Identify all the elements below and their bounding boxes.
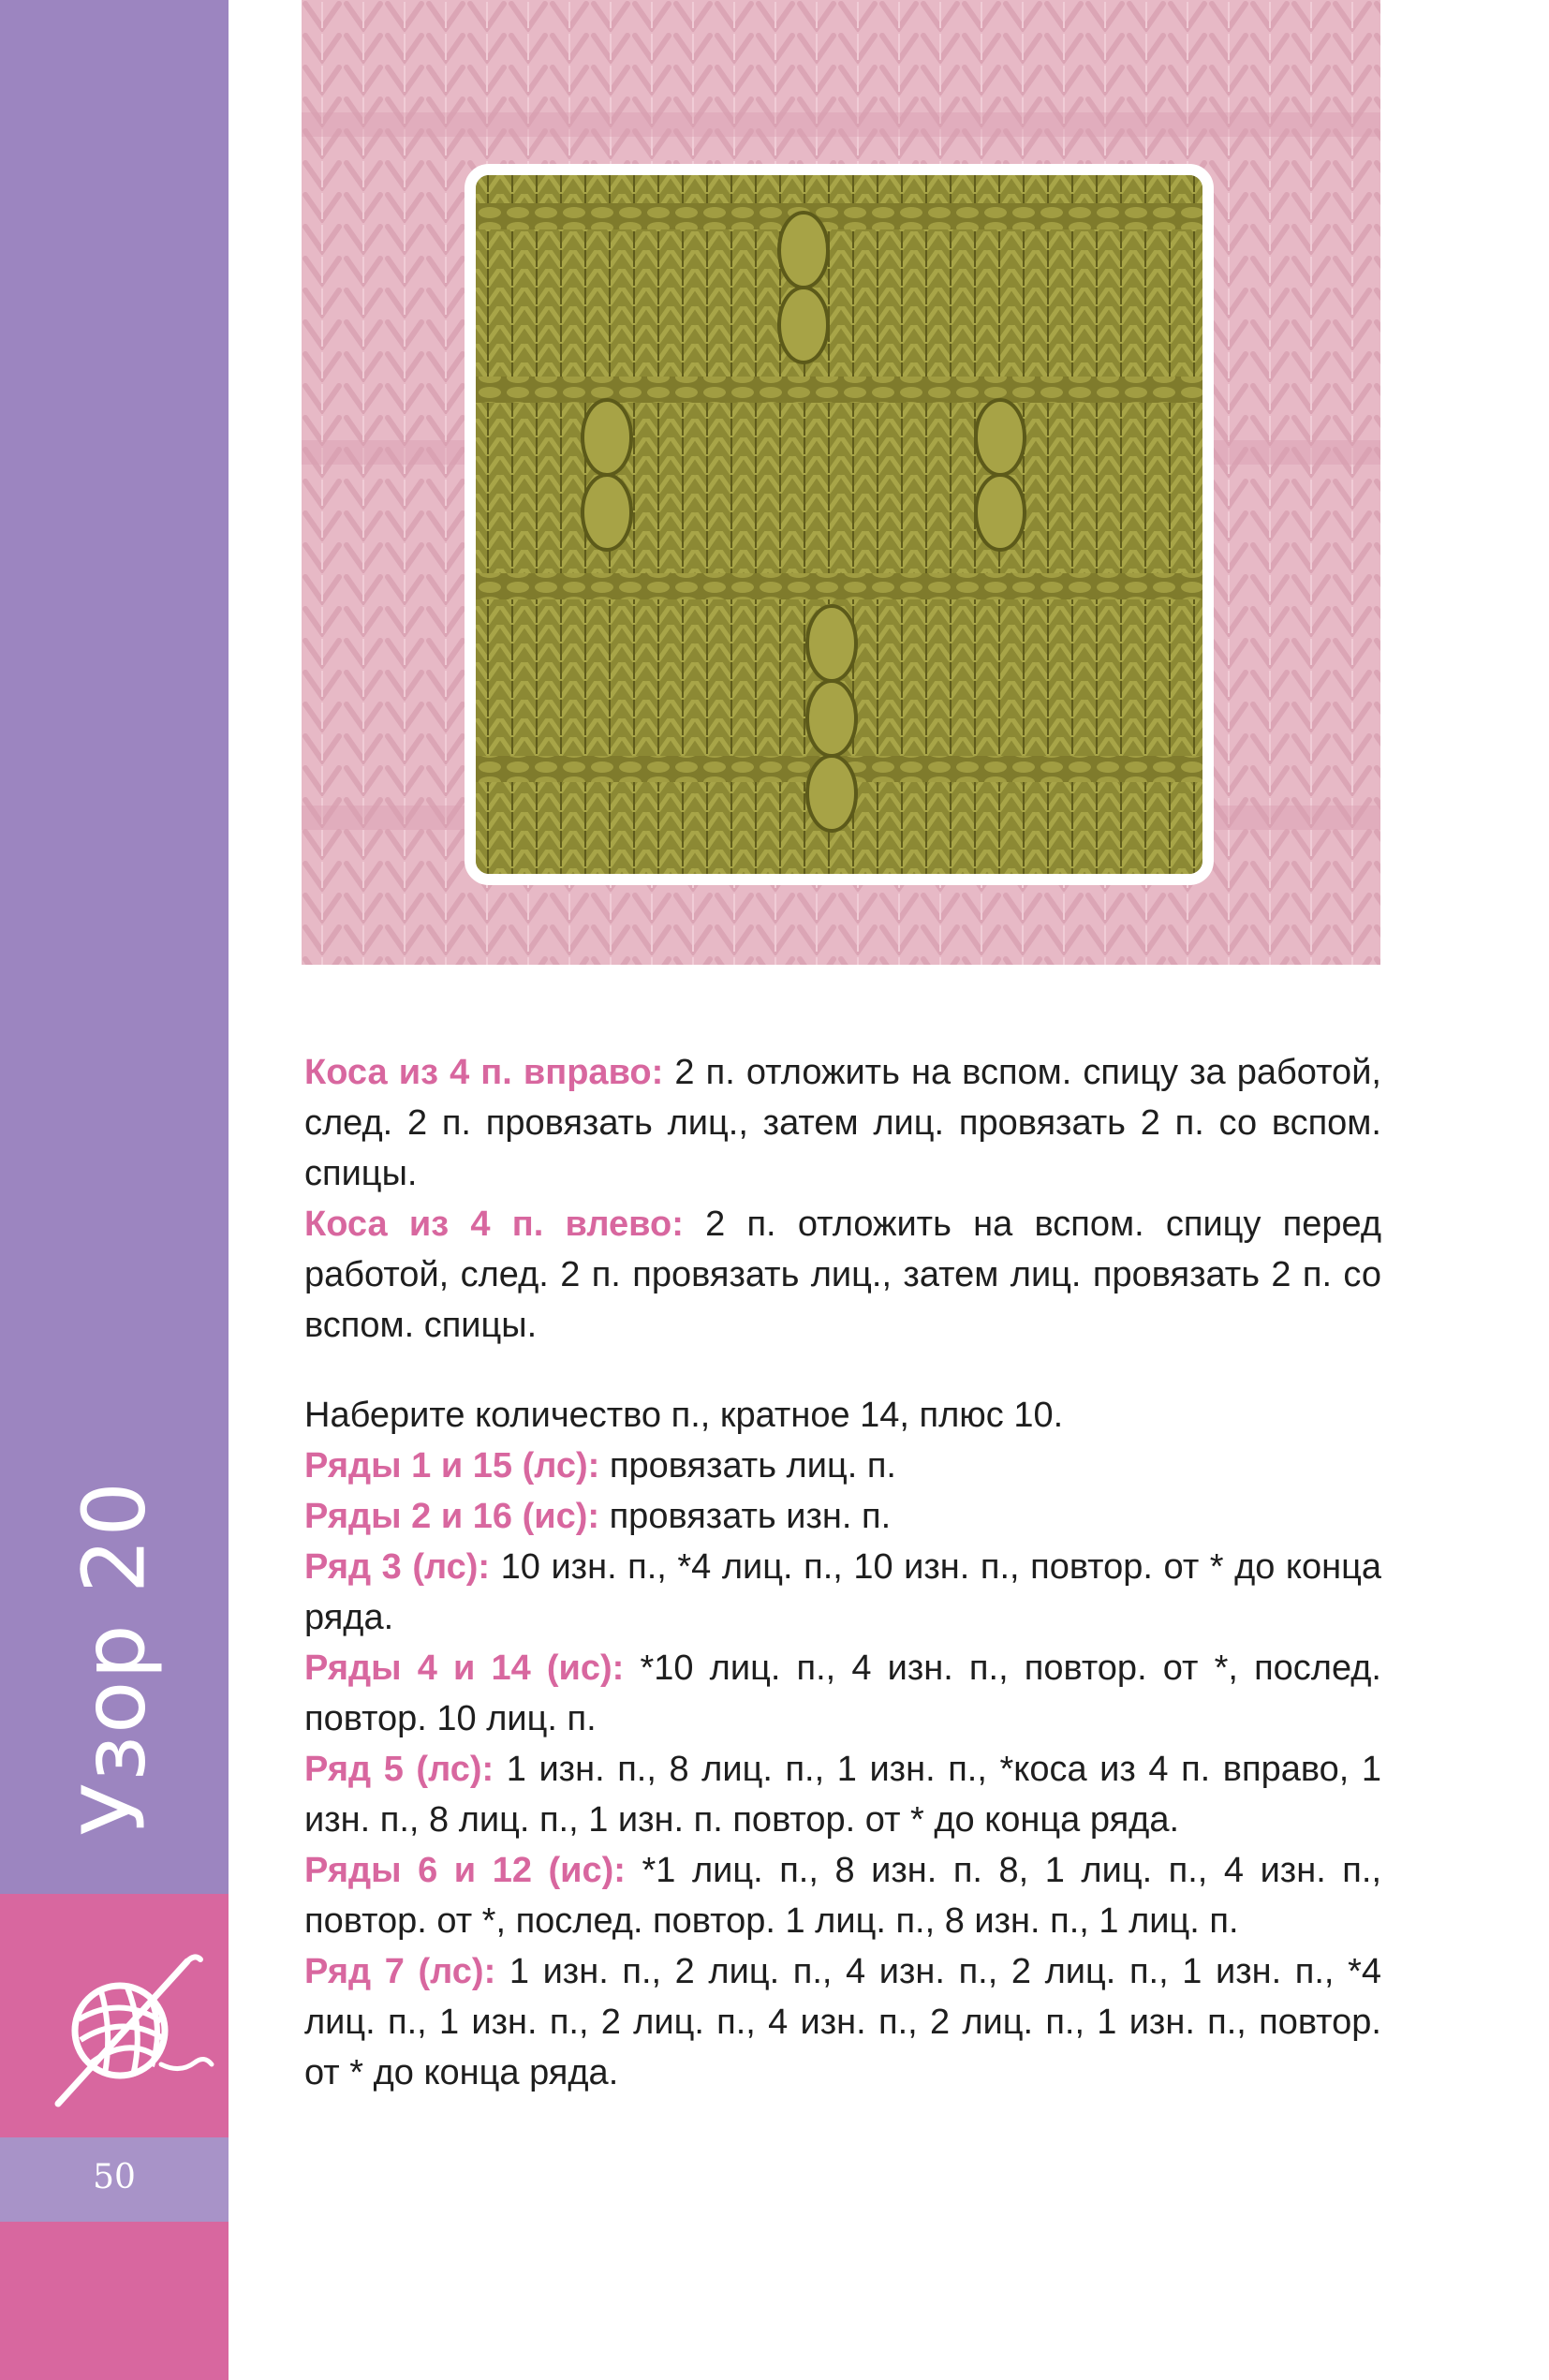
row-instruction [304, 1441, 1381, 1491]
row-label: Ряд 5 (лс): [304, 1750, 494, 1789]
row-instruction [304, 1491, 1381, 1542]
row-instruction [304, 1643, 1381, 1744]
page-number: 50 [93, 2158, 136, 2196]
pattern-title: Узор 20 [64, 1480, 165, 1836]
yarn-ball-crochet-hook-icon [47, 1939, 215, 2107]
cast-on-instruction: Наберите количество п., кратное 14, плюс 10. [304, 1396, 1064, 1435]
row-text: *1 лиц. п., 8 изн. п. 8, 1 лиц. п., 4 изн. п., повтор. от *, послед. повтор. 1 лиц. п., 8 изн. п., 1 лиц. п. [304, 1851, 1381, 1941]
definition-label: Коса из 4 п. вправо: [304, 1053, 664, 1092]
definition-left-cable [304, 1199, 1381, 1351]
definition-text: 2 п. отложить на вспом. спицу за работой, след. 2 п. провязать лиц., затем лиц. провязать 2 п. со вспом. спицы. [304, 1053, 1381, 1193]
sidebar [0, 0, 229, 2380]
green-cable-swatch [465, 164, 1214, 885]
row-text: 10 изн. п., *4 лиц. п., 10 изн. п., повтор. от * до конца ряда. [304, 1547, 1382, 1637]
definition-label: Коса из 4 п. влево: [304, 1205, 684, 1244]
row-label: Ряды 1 и 15 (лс): [304, 1446, 600, 1486]
pattern-instructions [304, 1047, 1381, 2098]
sidebar-bottom-band [0, 2222, 229, 2380]
row-label: Ряды 6 и 12 (ис): [304, 1851, 626, 1890]
row-text: *10 лиц. п., 4 изн. п., повтор. от *, послед. повтор. 10 лиц. п. [304, 1648, 1381, 1738]
row-text: провязать лиц. п. [599, 1446, 896, 1486]
row-instruction [304, 1946, 1381, 2098]
row-instruction [304, 1542, 1381, 1643]
row-text: 1 изн. п., 2 лиц. п., 4 изн. п., 2 лиц. п., 1 изн. п., *4 лиц. п., 1 изн. п., 2 лиц. п., 4 изн. п., 2 лиц. п., 1 изн. п., повтор. от * до конца ряда. [304, 1952, 1382, 2092]
row-label: Ряды 2 и 16 (ис): [304, 1497, 600, 1536]
row-label: Ряд 3 (лс): [304, 1547, 491, 1587]
row-instruction [304, 1744, 1381, 1845]
definition-right-cable [304, 1047, 1381, 1199]
row-instruction [304, 1845, 1381, 1946]
cable-swatch-texture [476, 175, 1202, 874]
row-label: Ряды 4 и 14 (ис): [304, 1648, 625, 1688]
row-label: Ряд 7 (лс): [304, 1952, 496, 1991]
definition-text: 2 п. отложить на вспом. спицу перед работой, след. 2 п. провязать лиц., затем лиц. провязать 2 п. со вспом. спицы. [304, 1205, 1381, 1345]
row-text: 1 изн. п., 8 лиц. п., 1 изн. п., *коса из 4 п. вправо, 1 изн. п., 8 лиц. п., 1 изн. п. повтор. от * до конца ряда. [304, 1750, 1381, 1840]
row-text: провязать изн. п. [599, 1497, 892, 1536]
